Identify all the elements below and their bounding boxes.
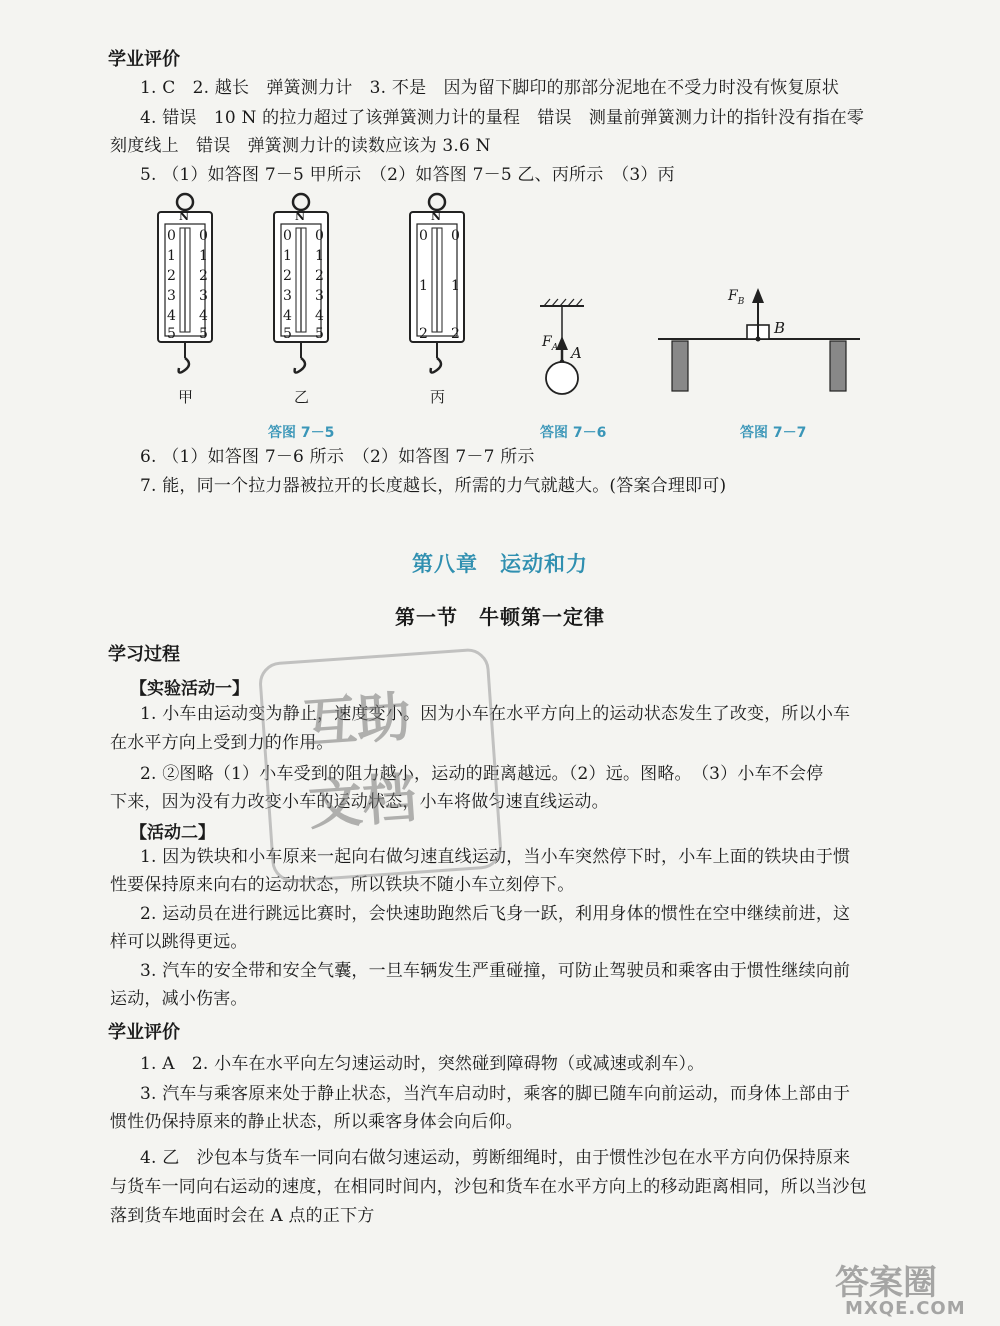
activity-1-item-1-cont: 在水平方向上受到力的作用。 [110, 733, 334, 753]
tick-label: 1 [283, 248, 292, 264]
activity-2-item-1: 1. 因为铁块和小车原来一起向右做匀速直线运动，当小车突然停下时，小车上面的铁块由于惯 [140, 847, 851, 867]
evaluation-item-1: 1. A 2. 小车在水平向左匀速运动时，突然碰到障碍物（或减速或刹车）。 [140, 1054, 705, 1074]
tick-label: 2 [199, 268, 208, 284]
caption-fig-7-5: 答图 7－5 [268, 425, 335, 441]
activity-two-label: 【活动二】 [130, 823, 215, 843]
tick-label: 4 [199, 308, 208, 324]
tick-label: 2 [283, 268, 292, 284]
answer-line-1: 1. C 2. 越长 弹簧测力计 3. 不是 因为留下脚印的那部分泥地在不受力时没有恢复原状 [140, 78, 840, 98]
heading-academic-evaluation-2: 学业评价 [108, 1022, 180, 1043]
scale-jia-n: N [179, 210, 190, 223]
tick-label: 1 [167, 248, 176, 264]
answer-line-5: 5. （1）如答图 7－5 甲所示 （2）如答图 7－5 乙、丙所示 （3）丙 [140, 165, 675, 185]
tick-label: 2 [315, 268, 324, 284]
tick-label: 1 [451, 278, 460, 294]
point-b-label: B [774, 319, 786, 337]
scale-yi-n: N [295, 210, 306, 223]
activity-2-item-3: 3. 汽车的安全带和安全气囊，一旦车辆发生严重碰撞，可防止驾驶员和乘客由于惯性继续向前 [140, 961, 851, 981]
evaluation-item-4-cont: 与货车一同向右运动的速度，在相同时间内，沙包和货车在水平方向上的移动距离相同，所以当沙包 [110, 1177, 867, 1197]
evaluation-item-4-cont2: 落到货车地面时会在 A 点的正下方 [110, 1206, 375, 1226]
stamp-text-bottom: 文档 [306, 766, 419, 838]
tick-label: 5 [283, 326, 292, 342]
tick-label: 3 [167, 288, 176, 304]
tick-label: 0 [167, 228, 176, 244]
point-a-label: A [571, 344, 582, 362]
activity-2-item-2: 2. 运动员在进行跳远比赛时，会快速助跑然后飞身一跃，利用身体的惯性在空中继续前进，这 [140, 904, 851, 924]
tick-label: 4 [315, 308, 324, 324]
tick-label: 3 [315, 288, 324, 304]
tick-label: 2 [419, 326, 428, 342]
tick-label: 3 [283, 288, 292, 304]
figures-svg [0, 0, 1000, 450]
watermark-site: MXQE.COM [845, 1298, 966, 1319]
force-fb-label: $F_B$ [728, 288, 745, 307]
activity-2-item-1-cont: 性要保持原来向右的运动状态，所以铁块不随小车立刻停下。 [110, 875, 575, 895]
activity-2-item-3-cont: 运动，减小伤害。 [110, 989, 248, 1009]
activity-1-item-2-cont: 下来，因为没有力改变小车的运动状态，小车将做匀速直线运动。 [110, 792, 609, 812]
watermark-logo: 答案圈 [835, 1263, 937, 1303]
activity-1-item-2: 2. ②图略（1）小车受到的阻力越小，运动的距离越远。（2）远。图略。 （3）小车不会停 [140, 764, 824, 784]
answer-line-6: 6. （1）如答图 7－6 所示 （2）如答图 7－7 所示 [140, 447, 535, 467]
label-jia: 甲 [178, 388, 194, 406]
activity-2-item-2-cont: 样可以跳得更远。 [110, 932, 248, 952]
caption-fig-7-7: 答图 7－7 [740, 425, 807, 441]
tick-label: 4 [167, 308, 176, 324]
tick-label: 0 [199, 228, 208, 244]
evaluation-item-3-cont: 惯性仍保持原来的静止状态，所以乘客身体会向后仰。 [110, 1112, 523, 1132]
activity-1-item-1: 1. 小车由运动变为静止，速度变小。因为小车在水平方向上的运动状态发生了改变，所以小车 [140, 704, 851, 724]
tick-label: 0 [419, 228, 428, 244]
tick-label: 3 [199, 288, 208, 304]
label-bing: 丙 [430, 388, 446, 406]
answer-line-4: 4. 错误 10 N 的拉力超过了该弹簧测力计的量程 错误 测量前弹簧测力计的指针没有指在零 [140, 108, 865, 128]
watermark-stamp [258, 647, 504, 884]
tick-label: 1 [419, 278, 428, 294]
heading-learning-process: 学习过程 [108, 644, 180, 665]
tick-label: 0 [315, 228, 324, 244]
tick-label: 1 [199, 248, 208, 264]
stamp-text-top: 互助 [300, 684, 413, 756]
evaluation-item-3: 3. 汽车与乘客原来处于静止状态，当汽车启动时，乘客的脚已随车向前运动，而身体上部由于 [140, 1084, 851, 1104]
label-yi: 乙 [294, 388, 310, 406]
tick-label: 5 [167, 326, 176, 342]
plank-figure [658, 288, 860, 391]
tick-label: 2 [451, 326, 460, 342]
tick-label: 5 [199, 326, 208, 342]
answer-line-4-cont: 刻度线上 错误 弹簧测力计的读数应该为 3.6 N [110, 136, 491, 156]
activity-one-label: 【实验活动一】 [130, 679, 249, 699]
scale-bing-n: N [431, 210, 442, 223]
tick-label: 2 [167, 268, 176, 284]
caption-fig-7-6: 答图 7－6 [540, 425, 607, 441]
force-fa-label: $F_A$ [542, 334, 559, 353]
evaluation-item-4: 4. 乙 沙包本与货车一同向右做匀速运动，剪断细绳时，由于惯性沙包在水平方向仍保持原来 [140, 1148, 851, 1168]
chapter-title: 第八章 运动和力 [412, 552, 588, 576]
tick-label: 0 [283, 228, 292, 244]
tick-label: 4 [283, 308, 292, 324]
tick-label: 1 [315, 248, 324, 264]
tick-label: 0 [451, 228, 460, 244]
tick-label: 5 [315, 326, 324, 342]
answer-line-7: 7. 能，同一个拉力器被拉开的长度越长，所需的力气就越大。(答案合理即可) [140, 476, 727, 496]
section-title: 第一节 牛顿第一定律 [395, 605, 605, 629]
heading-academic-evaluation-1: 学业评价 [108, 49, 180, 70]
